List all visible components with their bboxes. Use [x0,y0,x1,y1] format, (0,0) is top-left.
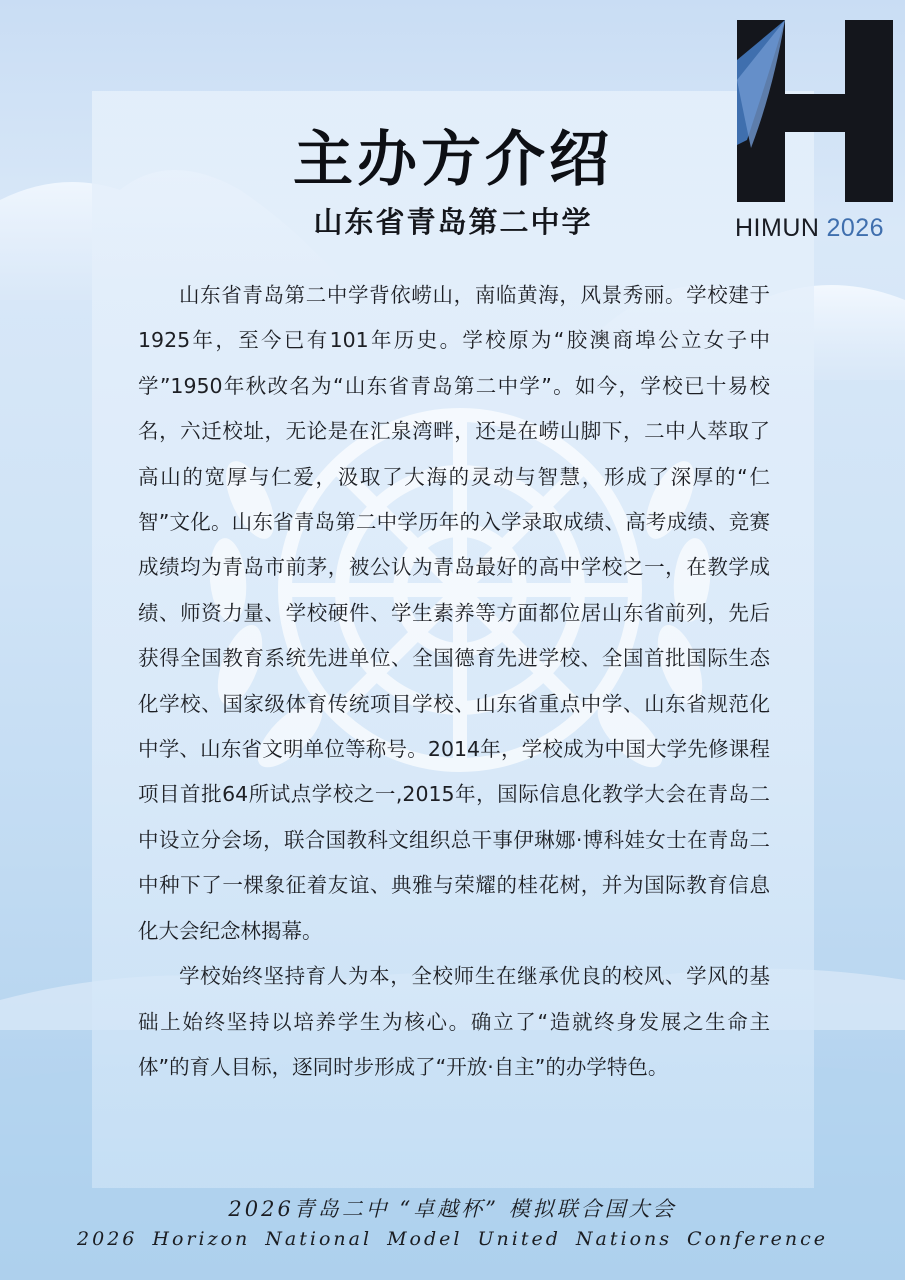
paragraph-2: 学校始终坚持育人为本，全校师生在继承优良的校风、学风的基础上始终坚持以培养学生为核心。确立了“造就终身发展之生命主体”的育人目标，逐同时步形成了“开放·自主”的办学特色。 [138,964,770,1079]
page-title: 主办方介绍 [293,125,613,195]
page-subtitle: 山东省青岛第二中学 [313,205,593,239]
footer-english: 2026 Horizon National Model United Nations Conference [77,1228,828,1250]
body-text [138,273,770,1090]
footer-chinese: 2026青岛二中 “卓越杯” 模拟联合国大会 [228,1197,677,1221]
paragraph-1: 山东省青岛第二中学背依崂山，南临黄海，风景秀丽。学校建于1925年，至今已有101年历史。学校原为“胶澳商埠公立女子中学”1950年秋改名为“山东省青岛第二中学”。如今，学校已十易校名，六迁校址，无论是在汇泉湾畔，还是在崂山脚下，二中人萃取了高山的宽厚与仁爱，汲取了大海的灵动与智慧，形成了深厚的“仁智”文化。山东省青岛第二中学历年的入学录取成绩、高考成绩、竞赛成绩均为青岛市前茅，被公认为青岛最好的高中学校之一，在教学成绩、师资力量、学校硬件、学生素养等方面都位居山东省前列，先后获得全国教育系统先进单位、全国德育先进学校、全国首批国际生态化学校、国家级体育传统项目学校、山东省重点中学、山东省规范化中学、山东省文明单位等称号。2014年，学校成为中国大学先修课程项目首批64所试点学校之一,2015年，国际信息化教学大会在青岛二中设立分会场，联合国教科文组织总干事伊琳娜·博科娃女士在青岛二中种下了一棵象征着友谊、典雅与荣耀的桂花树，并为国际教育信息化大会纪念林揭幕。 [138,283,770,943]
logo-name: HIMUN [735,214,820,242]
logo-year: 2026 [826,214,885,242]
